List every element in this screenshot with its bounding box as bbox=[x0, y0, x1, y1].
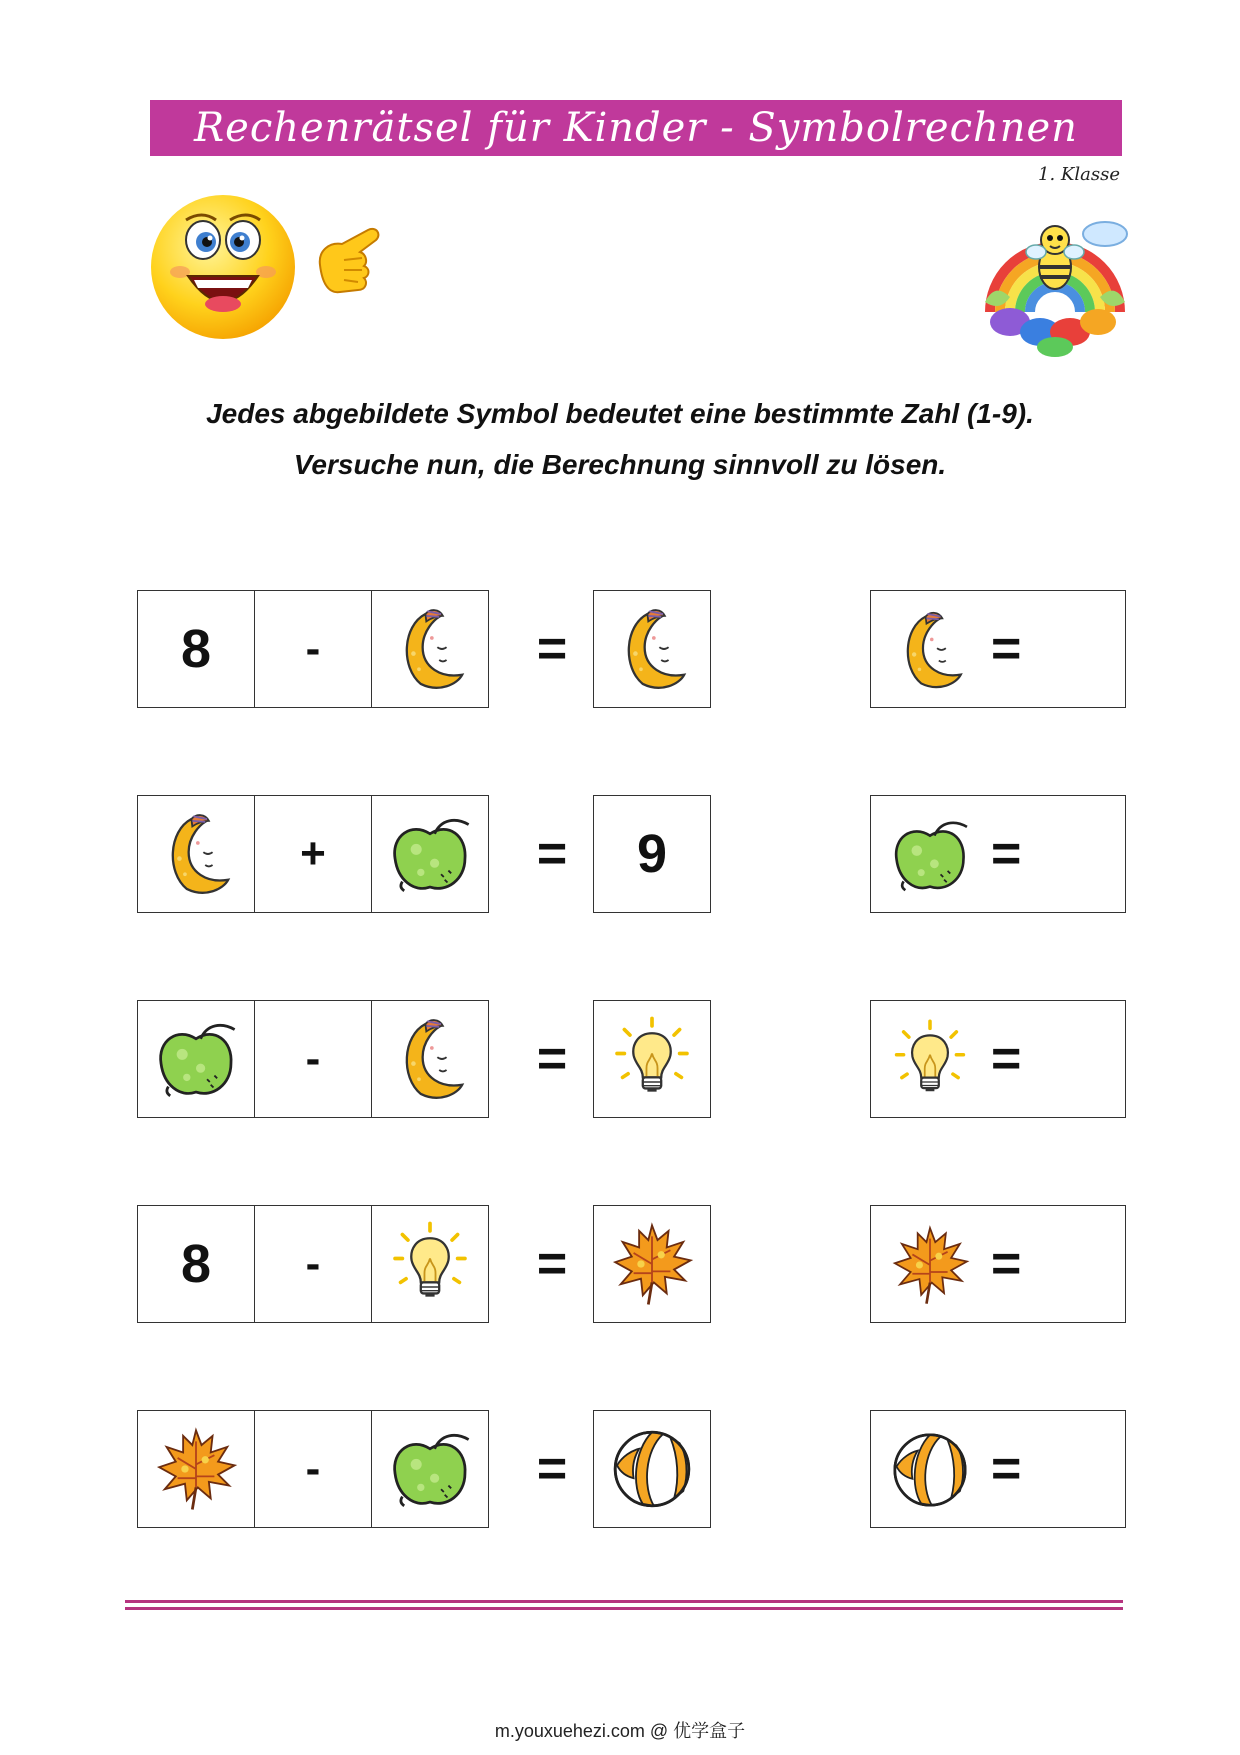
moon-icon bbox=[371, 1000, 489, 1118]
answer-box[interactable] bbox=[870, 795, 1126, 913]
number-text: 8 bbox=[180, 1234, 212, 1294]
operator-text: + bbox=[300, 829, 326, 878]
pointing-hand-icon bbox=[310, 210, 390, 310]
answer-equals-sign: = bbox=[991, 1235, 1022, 1293]
leaf-icon bbox=[885, 1220, 975, 1310]
equation-cell bbox=[137, 590, 255, 708]
equation-cell bbox=[137, 1205, 255, 1323]
equation-row bbox=[137, 1410, 1137, 1530]
equation-row bbox=[137, 590, 1137, 710]
result-cell bbox=[593, 795, 711, 913]
operator-text: - bbox=[305, 1444, 321, 1493]
moon-icon bbox=[885, 605, 975, 695]
moon-icon bbox=[593, 590, 711, 708]
ball-icon bbox=[885, 1425, 975, 1515]
equation-cell bbox=[254, 1000, 372, 1118]
answer-box[interactable] bbox=[870, 1410, 1126, 1528]
leaf-icon bbox=[137, 1410, 255, 1528]
answer-equals-sign: = bbox=[991, 620, 1022, 678]
instruction-line-2: Versuche nun, die Berechnung sinnvoll zu lösen. bbox=[293, 449, 947, 480]
apple-icon bbox=[137, 1000, 255, 1118]
number-text: 8 bbox=[180, 619, 212, 679]
equals-sign: = bbox=[536, 825, 568, 883]
operator-text: - bbox=[305, 1239, 321, 1288]
answer-equals-sign: = bbox=[991, 1030, 1022, 1088]
answer-box[interactable] bbox=[870, 590, 1126, 708]
apple-icon bbox=[885, 810, 975, 900]
equals-sign: = bbox=[536, 1440, 568, 1498]
equals-sign: = bbox=[536, 1235, 568, 1293]
equation-row bbox=[137, 1000, 1137, 1120]
equation-row bbox=[137, 1205, 1137, 1325]
operator-text: - bbox=[305, 1034, 321, 1083]
bulb-icon bbox=[371, 1205, 489, 1323]
operator-text: - bbox=[305, 624, 321, 673]
ball-icon bbox=[593, 1410, 711, 1528]
answer-equals-sign: = bbox=[991, 825, 1022, 883]
bulb-icon bbox=[593, 1000, 711, 1118]
smiley-face-icon bbox=[148, 192, 298, 342]
equation-cell bbox=[254, 1410, 372, 1528]
grade-label: 1. Klasse bbox=[1038, 164, 1120, 185]
equation-row bbox=[137, 795, 1137, 915]
answer-box[interactable] bbox=[870, 1205, 1126, 1323]
equation-cell bbox=[254, 1205, 372, 1323]
moon-icon bbox=[137, 795, 255, 913]
leaf-icon bbox=[593, 1205, 711, 1323]
equation-cell bbox=[254, 590, 372, 708]
apple-icon bbox=[371, 1410, 489, 1528]
equation-cell bbox=[254, 795, 372, 913]
moon-icon bbox=[371, 590, 489, 708]
page-title: Rechenrätsel für Kinder - Symbolrechnen bbox=[194, 105, 1078, 151]
apple-icon bbox=[371, 795, 489, 913]
title-banner bbox=[150, 100, 1122, 156]
answer-equals-sign: = bbox=[991, 1440, 1022, 1498]
answer-box[interactable] bbox=[870, 1000, 1126, 1118]
number-text: 9 bbox=[636, 824, 668, 884]
footer-text: m.youxuehezi.com @ 优学盒子 bbox=[494, 1721, 746, 1741]
divider-line bbox=[125, 1600, 1123, 1603]
equals-sign: = bbox=[536, 620, 568, 678]
divider-line bbox=[125, 1607, 1123, 1610]
equals-sign: = bbox=[536, 1030, 568, 1088]
rainbow-bee-icon bbox=[970, 192, 1140, 362]
instruction-line-1: Jedes abgebildete Symbol bedeutet eine bestimmte Zahl (1-9). bbox=[206, 398, 1034, 429]
bulb-icon bbox=[885, 1015, 975, 1105]
